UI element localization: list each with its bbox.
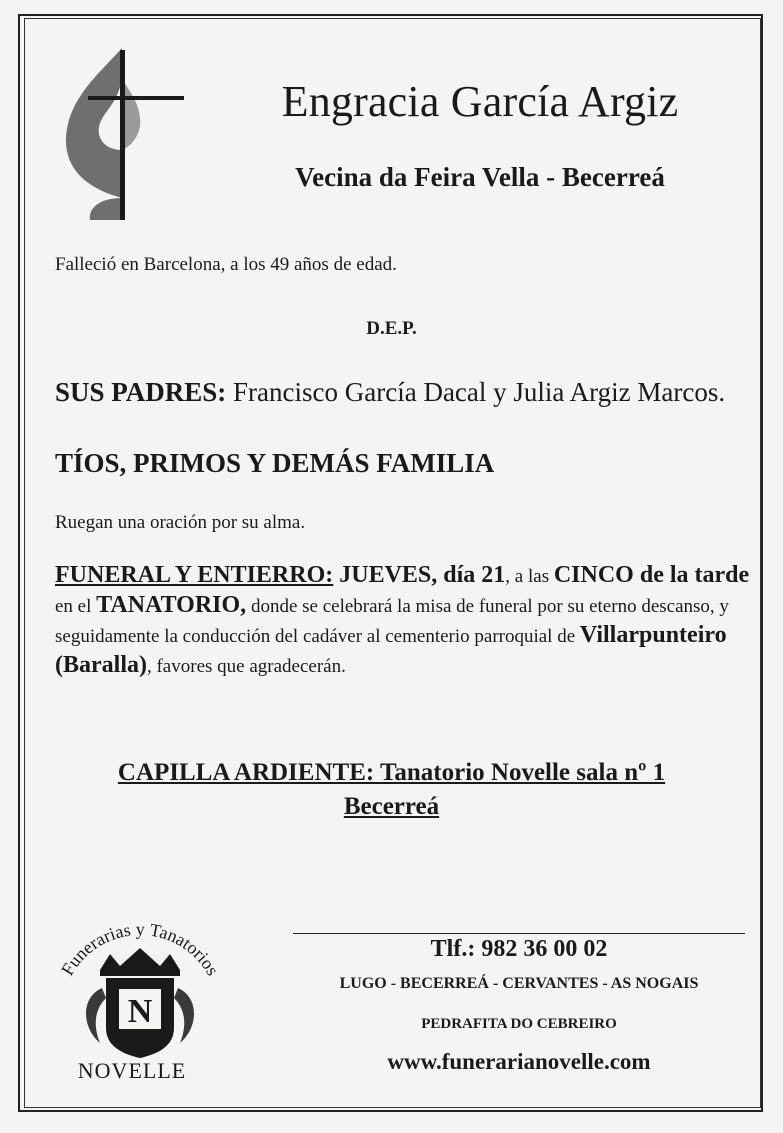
capilla-ardiente bbox=[0, 756, 783, 824]
funeral-cemetery: Villarpunteiro (Baralla) bbox=[55, 622, 727, 678]
family-line: TÍOS, PRIMOS Y DEMÁS FAMILIA bbox=[55, 448, 495, 478]
funeral-text-4: , favores que agradecerán. bbox=[146, 656, 346, 677]
dep-label: D.E.P. bbox=[366, 318, 417, 339]
capilla-line-1: CAPILLA ARDIENTE: Tanatorio Novelle sala nº 1 bbox=[117, 759, 666, 786]
funeral-paragraph bbox=[55, 561, 755, 681]
funeral-text-2: en el bbox=[55, 596, 97, 617]
footer-rule bbox=[293, 933, 745, 934]
logo-arc-text: Funerarias y Tanatorios bbox=[57, 918, 224, 979]
cross-flame-logo bbox=[60, 38, 190, 223]
phone-number: Tlf.: 982 36 00 02 bbox=[430, 936, 608, 962]
funeral-day: JUEVES, día 21 bbox=[333, 562, 506, 588]
funeral-place: TANATORIO, bbox=[96, 592, 247, 618]
funeral-text-1: , a las bbox=[505, 566, 554, 587]
funeral-label: FUNERAL Y ENTIERRO: bbox=[55, 562, 334, 588]
parents-label: SUS PADRES: bbox=[55, 377, 227, 407]
logo-letter: N bbox=[127, 993, 153, 1030]
funeral-text-3: donde se celebrará la misa de funeral por su eterno descanso, y seguidamente la conducción del cadáver al cementerio parroquial de bbox=[55, 596, 729, 647]
website-link[interactable]: www.funerarianovelle.com bbox=[387, 1049, 651, 1074]
capilla-line-2: Becerreá bbox=[343, 793, 440, 820]
residence-subtitle: Vecina da Feira Vella - Becerreá bbox=[295, 162, 665, 192]
novelle-logo bbox=[40, 918, 240, 1088]
deceased-name: Engracia García Argiz bbox=[281, 77, 679, 126]
pedrafita-line: PEDRAFITA DO CEBREIRO bbox=[421, 1016, 617, 1032]
death-notice: Falleció en Barcelona, a los 49 años de edad. bbox=[55, 254, 397, 275]
parents-section bbox=[55, 376, 735, 409]
funeral-time: CINCO de la tarde bbox=[553, 562, 750, 588]
prayer-request: Ruegan una oración por su alma. bbox=[55, 512, 306, 533]
cities-list: LUGO - BECERREÁ - CERVANTES - AS NOGAIS bbox=[339, 975, 699, 992]
parents-names: Francisco García Dacal y Julia Argiz Marcos. bbox=[226, 377, 726, 407]
logo-name: NOVELLE bbox=[77, 1058, 187, 1083]
